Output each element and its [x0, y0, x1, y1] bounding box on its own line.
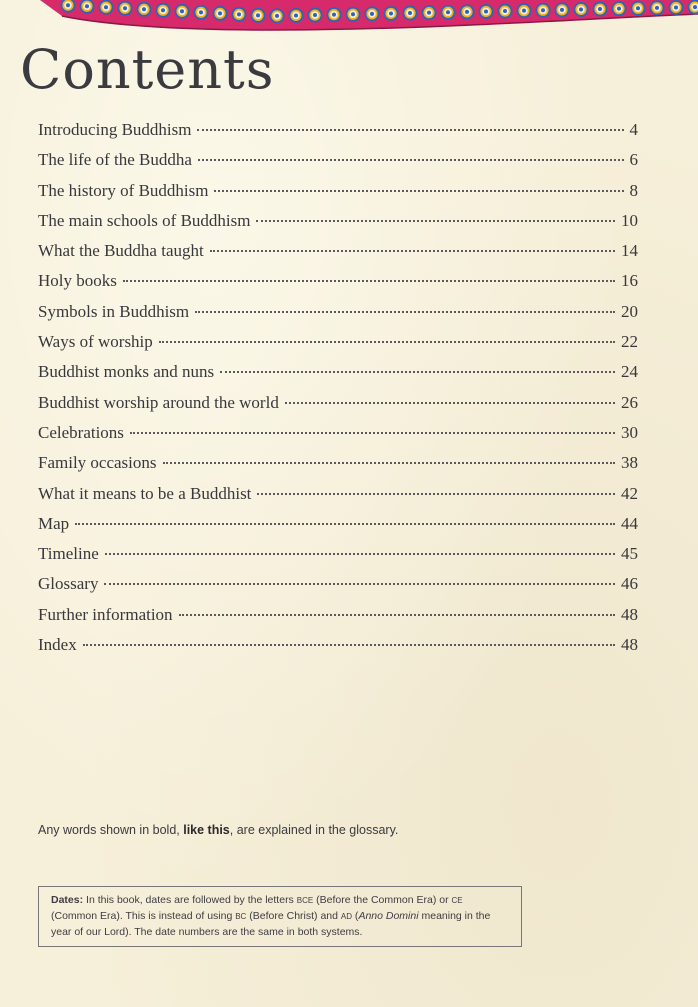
border-ring-ornament	[669, 0, 684, 15]
border-ring-ornament	[593, 2, 608, 17]
border-ring-ornament	[441, 5, 456, 20]
toc-entry-page-number: 8	[629, 180, 638, 200]
border-ring-ornament	[517, 3, 532, 18]
toc-dot-leader	[104, 583, 615, 585]
border-ring-ornament	[251, 8, 266, 23]
toc-entry-title: Ways of worship	[38, 332, 153, 352]
toc-entry-title: What it means to be a Buddhist	[38, 483, 252, 503]
border-ring-ornament	[422, 5, 437, 20]
border-ring-ornament	[137, 2, 152, 17]
dates-note-box	[38, 886, 522, 947]
dates-note-text: (	[352, 909, 359, 922]
toc-entry	[38, 241, 638, 271]
toc-entry-page-number: 42	[621, 483, 638, 503]
toc-dot-leader	[105, 553, 615, 555]
border-ring-ornament	[536, 3, 551, 18]
border-ring-ornament	[308, 8, 323, 23]
border-ring-ornament	[555, 2, 570, 17]
toc-entry-page-number: 38	[621, 453, 638, 473]
toc-entry	[38, 544, 638, 574]
toc-entry-page-number: 26	[621, 392, 638, 412]
toc-entry	[38, 453, 638, 483]
toc-entry-title: Introducing Buddhism	[38, 120, 192, 139]
border-ring-ornament	[270, 8, 285, 23]
toc-entry-page-number: 6	[629, 150, 638, 170]
toc-dot-leader	[198, 159, 624, 161]
toc-entry-title: Family occasions	[38, 453, 157, 473]
toc-entry-title: What the Buddha taught	[38, 241, 204, 261]
toc-dot-leader	[83, 644, 615, 646]
toc-dot-leader	[123, 280, 615, 282]
dates-note-text: In this book, dates are followed by the letters	[83, 894, 297, 906]
toc-dot-leader	[210, 250, 615, 252]
toc-dot-leader	[257, 493, 615, 495]
toc-entry	[38, 484, 638, 514]
border-ring-ornament	[118, 1, 133, 16]
border-ring-ornament	[650, 0, 665, 15]
toc-entry	[38, 514, 638, 544]
toc-entry-title: Further information	[38, 604, 173, 624]
toc-entry	[38, 211, 638, 241]
glossary-note-text-before: Any words shown in bold,	[38, 823, 184, 837]
dates-note-text: meaning in the year of our Lord). The date numbers are the same in both systems.	[51, 909, 491, 938]
toc-entry	[38, 393, 638, 423]
dates-note-text: (Before Christ) and	[246, 909, 341, 922]
decorative-border-band	[0, 0, 698, 32]
toc-entry-title: The life of the Buddha	[38, 150, 192, 170]
border-ring-ornament	[289, 8, 304, 23]
dates-note-bce: BCE	[296, 896, 314, 905]
toc-entry	[38, 574, 638, 604]
toc-dot-leader	[163, 462, 615, 464]
border-ring-ornament	[365, 6, 380, 21]
dates-note-text: (Common Era). This is instead of using	[51, 909, 236, 922]
toc-entry-title: Glossary	[38, 574, 99, 594]
dates-note-label: Dates:	[51, 894, 84, 906]
toc-entry-page-number: 24	[621, 362, 638, 382]
toc-dot-leader	[256, 220, 615, 222]
border-ring-ornament	[213, 6, 228, 21]
toc-entry-title: Timeline	[38, 544, 99, 564]
toc-entry-page-number: 20	[621, 301, 638, 321]
toc-entry-title: The main schools of Buddhism	[38, 210, 251, 230]
toc-entry-title: Buddhist monks and nuns	[38, 362, 215, 382]
toc-entry-page-number: 44	[621, 513, 638, 533]
dates-note-text: (Before the Common Era) or	[313, 894, 452, 906]
toc-dot-leader	[130, 432, 615, 434]
toc-entry-page-number: 14	[621, 241, 638, 261]
toc-entry-title: Map	[38, 513, 70, 533]
toc-entry-title: Index	[38, 635, 77, 655]
toc-entry	[38, 150, 638, 180]
border-ring-ornament	[194, 5, 209, 20]
toc-dot-leader	[285, 402, 615, 404]
toc-entry-page-number: 10	[621, 210, 638, 230]
toc-entry	[38, 605, 638, 635]
toc-entry	[38, 332, 638, 362]
table-of-contents	[38, 120, 638, 665]
toc-entry-page-number: 46	[621, 574, 638, 594]
dates-note-anno-domini: Anno Domini	[358, 909, 419, 922]
border-ring-ornament	[175, 4, 190, 19]
border-ring-ornament	[479, 4, 494, 19]
border-ring-ornament	[99, 0, 114, 15]
border-ring-ornament	[631, 1, 646, 16]
glossary-note-bold-example: like this	[183, 823, 230, 837]
toc-dot-leader	[197, 129, 623, 131]
toc-dot-leader	[220, 371, 615, 373]
toc-dot-leader	[75, 523, 615, 525]
toc-dot-leader	[195, 311, 615, 313]
border-ring-ornament	[574, 2, 589, 17]
toc-dot-leader	[179, 614, 615, 616]
dates-note-bc: BC	[235, 911, 247, 921]
toc-entry-page-number: 16	[621, 271, 638, 291]
toc-entry	[38, 635, 638, 665]
toc-entry-title: Holy books	[38, 271, 117, 291]
border-ring-ornament	[403, 6, 418, 21]
toc-entry-title: Celebrations	[38, 422, 124, 442]
toc-entry	[38, 362, 638, 392]
toc-entry	[38, 120, 638, 150]
toc-entry-page-number: 30	[621, 422, 638, 442]
dates-note-ce: CE	[451, 896, 463, 905]
glossary-note	[38, 823, 398, 837]
border-ring-ornament	[346, 7, 361, 22]
toc-entry-page-number: 22	[621, 332, 638, 352]
border-ring-ornament	[460, 4, 475, 19]
border-ring-ornament	[156, 3, 171, 18]
page-title: Contents	[20, 38, 275, 101]
toc-entry	[38, 423, 638, 453]
toc-entry	[38, 271, 638, 301]
toc-entry-title: Symbols in Buddhism	[38, 301, 190, 321]
toc-entry-title: Buddhist worship around the world	[38, 392, 279, 412]
toc-entry	[38, 181, 638, 211]
toc-entry-page-number: 4	[629, 120, 638, 139]
border-ring-ornament	[327, 7, 342, 22]
toc-entry-title: The history of Buddhism	[38, 180, 209, 200]
border-ring-ornament	[498, 4, 513, 19]
border-ring-ornament	[232, 7, 247, 22]
toc-entry-page-number: 45	[621, 544, 638, 564]
toc-entry	[38, 302, 638, 332]
border-ring-ornament	[384, 6, 399, 21]
border-ring-ornament	[612, 1, 627, 16]
dates-note-ad: AD	[340, 911, 353, 921]
toc-entry-page-number: 48	[621, 604, 638, 624]
glossary-note-text-after: , are explained in the glossary.	[229, 823, 399, 837]
toc-dot-leader	[159, 341, 615, 343]
toc-entry-page-number: 48	[621, 635, 638, 655]
toc-dot-leader	[214, 190, 623, 192]
